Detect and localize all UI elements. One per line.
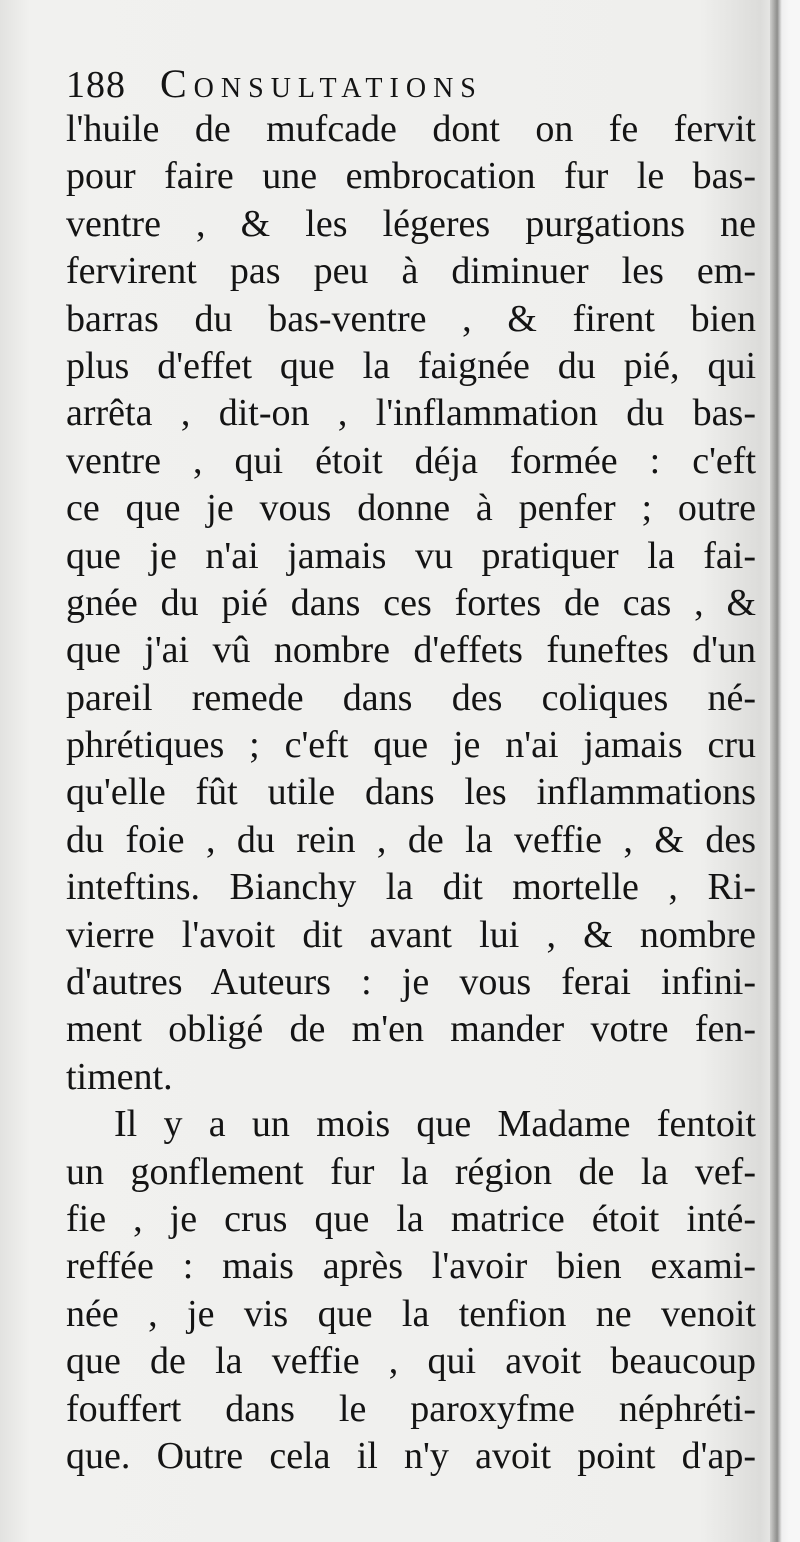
body-text <box>66 106 756 1480</box>
text-line: que j'ai vû nombre d'effets funeftes d'un <box>66 629 756 672</box>
text-line: arrêta , dit-on , l'inflammation du bas- <box>66 392 756 435</box>
page-header <box>66 60 483 108</box>
running-title: Consultations <box>160 61 483 106</box>
text-line: ventre , & les légeres purgations ne <box>66 202 756 245</box>
text-line: plus d'effet que la faignée du pié, qui <box>66 344 756 387</box>
text-line: ce que je vous donne à penfer ; outre <box>66 487 756 530</box>
text-line: phrétiques ; c'eft que je n'ai jamais cru <box>66 724 756 767</box>
text-line: inteftins. Bianchy la dit mortelle , Ri- <box>66 866 756 909</box>
paragraph-start-line: Il y a un mois que Madame fentoit <box>114 1103 756 1146</box>
text-line: vierre l'avoit dit avant lui , & nombre <box>66 913 756 956</box>
text-line: ment obligé de m'en mander votre fen- <box>66 1008 756 1051</box>
text-line: qu'elle fût utile dans les inflammations <box>66 771 756 814</box>
page-edge-shadow <box>770 0 782 1542</box>
text-line: du foie , du rein , de la veffie , & des <box>66 818 756 861</box>
text-line: que je n'ai jamais vu pratiquer la fai- <box>66 534 756 577</box>
text-line: un gonflement fur la région de la vef- <box>66 1150 756 1193</box>
text-line: fouffert dans le paroxyfme néphréti- <box>66 1387 756 1430</box>
text-line: ventre , qui étoit déja formée : c'eft <box>66 439 756 482</box>
text-line: barras du bas-ventre , & firent bien <box>66 297 756 340</box>
text-line: pour faire une embrocation fur le bas- <box>66 155 756 198</box>
text-line: née , je vis que la tenfion ne venoit <box>66 1292 756 1335</box>
text-line: gnée du pié dans ces fortes de cas , & <box>66 581 756 624</box>
paragraph-end-line: timent. <box>66 1055 173 1098</box>
page-number: 188 <box>66 64 126 106</box>
text-line: l'huile de mufcade dont on fe fervit <box>66 108 756 150</box>
text-line: fie , je crus que la matrice étoit inté- <box>66 1197 756 1240</box>
text-line: pareil remede dans des coliques né- <box>66 676 756 719</box>
text-line: que. Outre cela il n'y avoit point d'ap- <box>66 1434 756 1477</box>
text-line: que de la veffie , qui avoit beaucoup <box>66 1340 756 1383</box>
text-line: d'autres Auteurs : je vous ferai infini- <box>66 961 756 1004</box>
text-line: reffée : mais après l'avoir bien exami- <box>66 1245 756 1288</box>
text-line: fervirent pas peu à diminuer les em- <box>66 250 756 293</box>
